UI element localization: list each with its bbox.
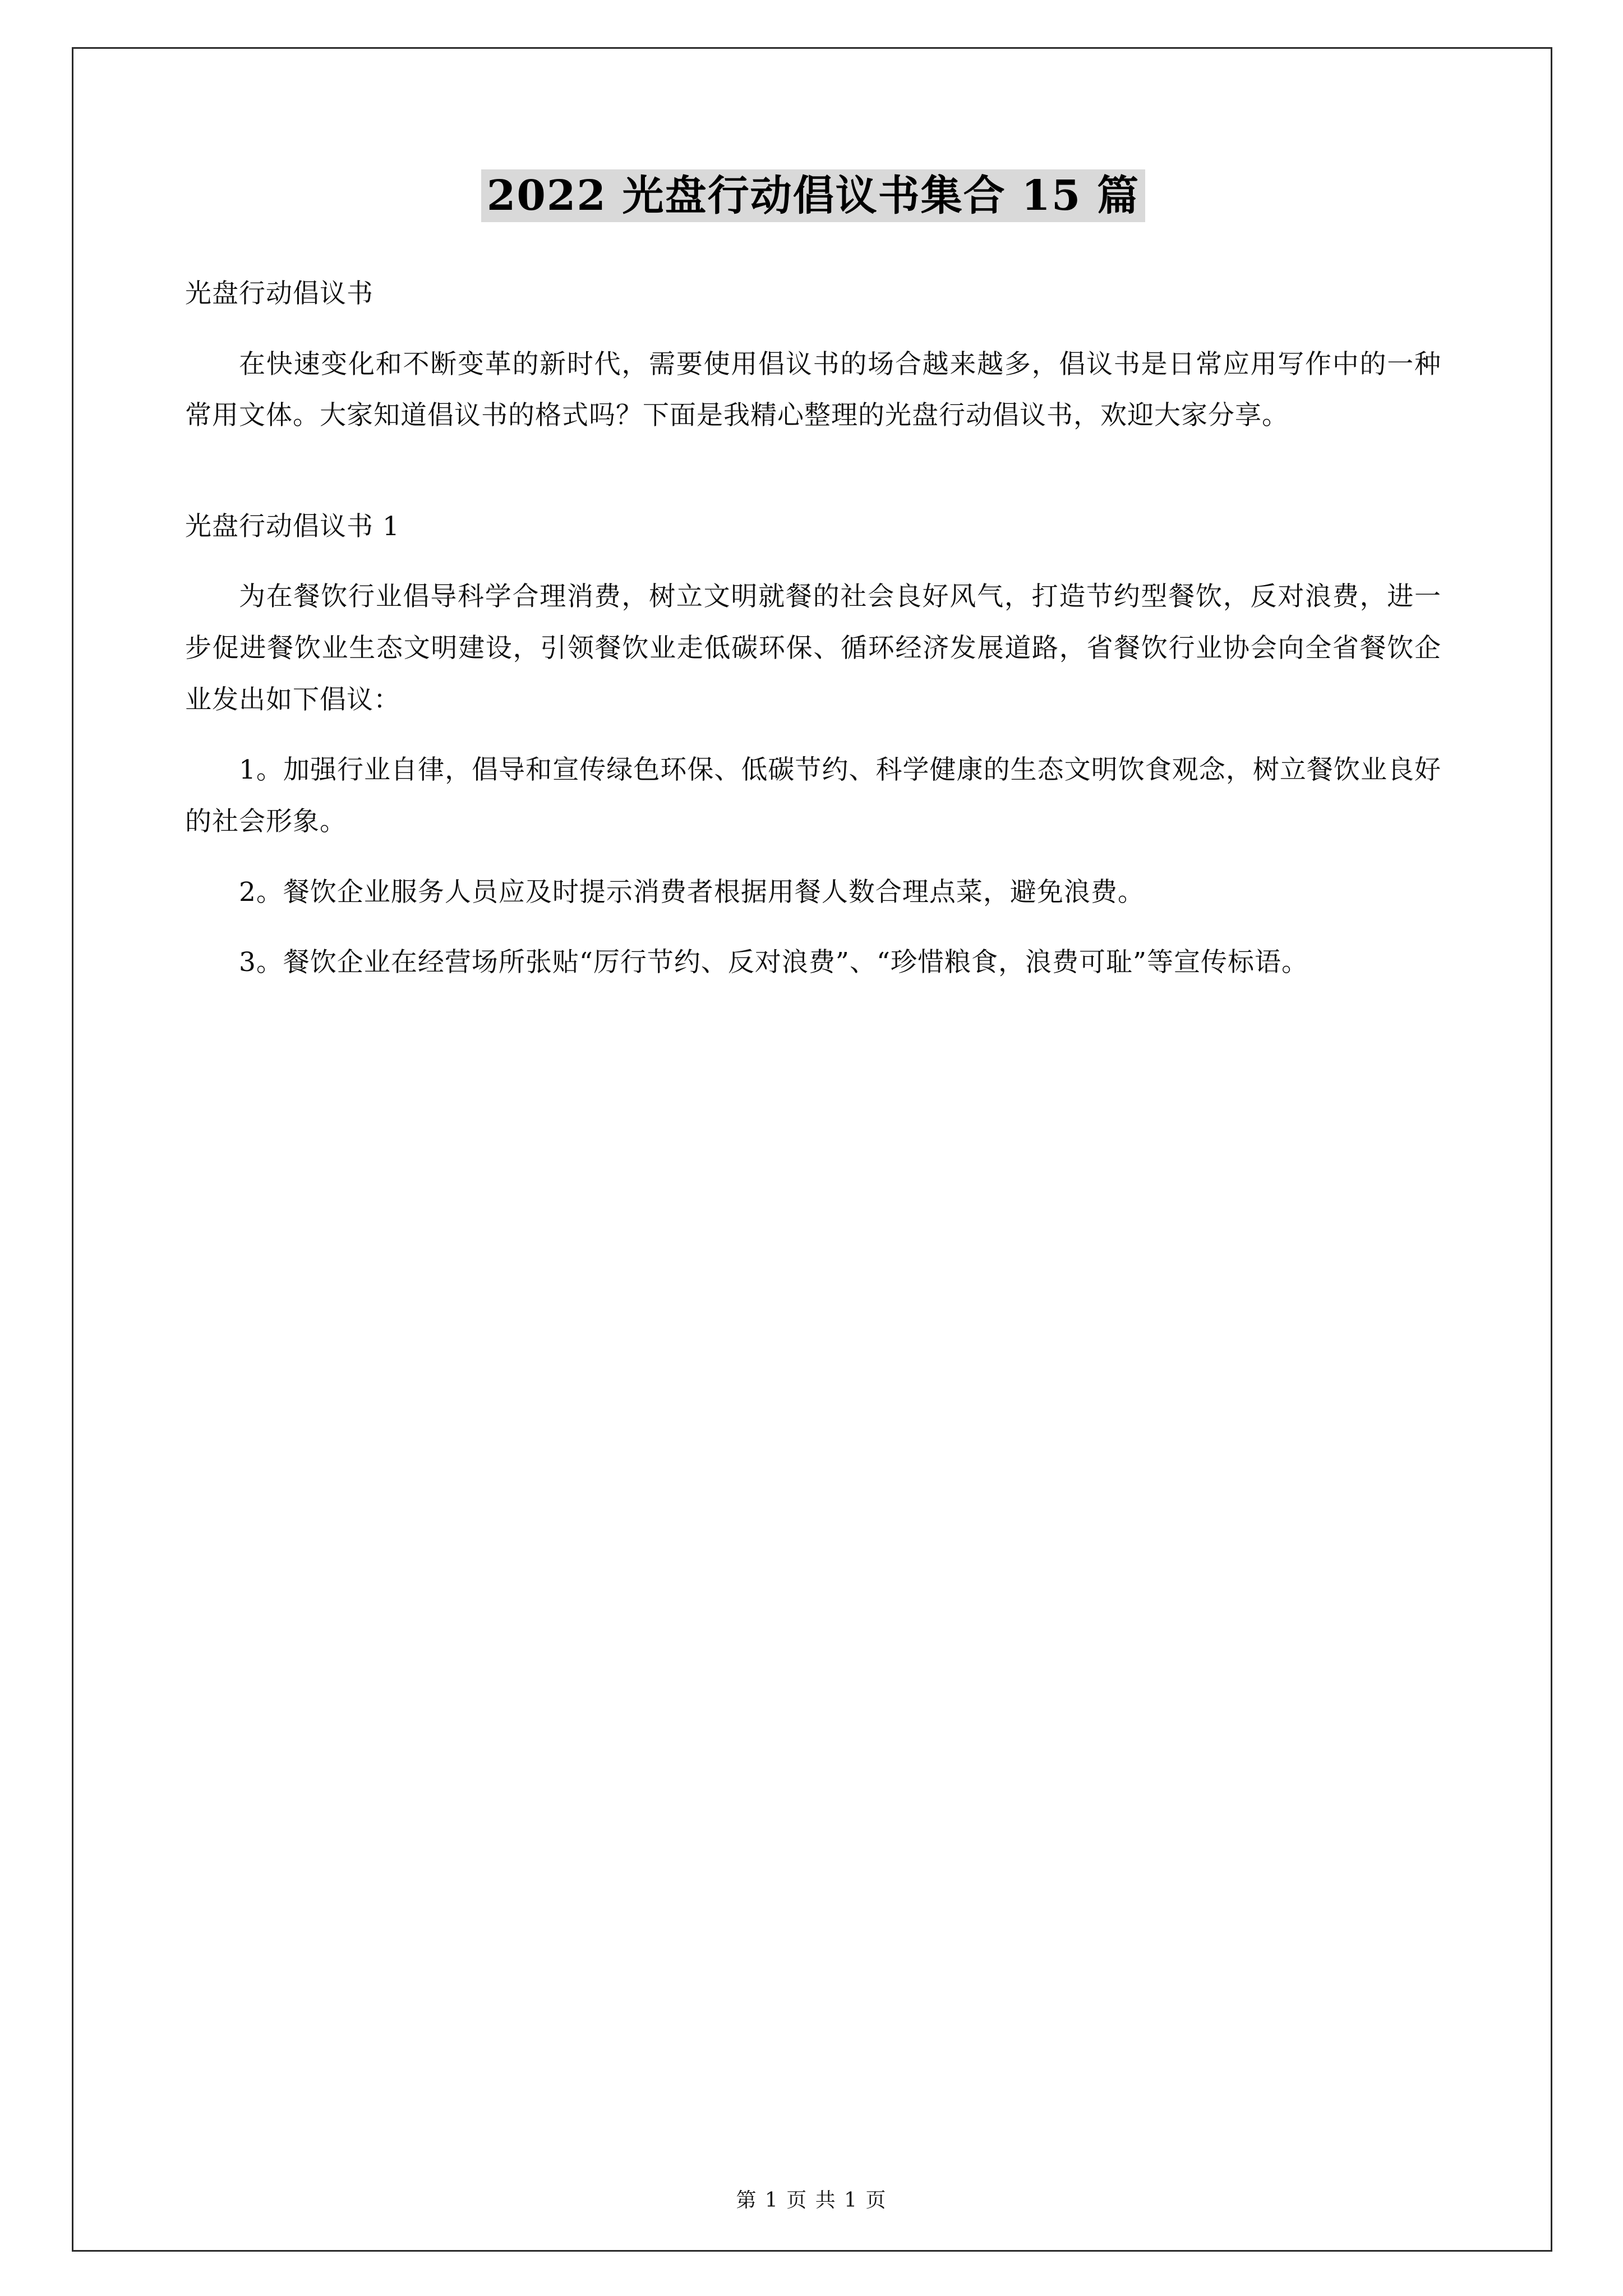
paragraph-item-3: 3。餐饮企业在经营场所张贴“厉行节约、反对浪费”、“珍惜粮食，浪费可耻”等宣传标语。 [239,947,1309,978]
paragraph-intro: 在快速变化和不断变革的新时代，需要使用倡议书的场合越来越多，倡议书是日常应用写作中的一种常用文体。大家知道倡议书的格式吗？下面是我精心整理的光盘行动倡议书，欢迎大家分享。 [185,348,1441,431]
document-content [185,168,1441,1007]
paragraph-spacer [185,461,1441,501]
paragraph-item-1: 1。加强行业自律，倡导和宣传绿色环保、低碳节约、科学健康的生态文明饮食观念，树立餐饮业良好的社会形象。 [185,754,1441,838]
paragraph-heading-section-1: 光盘行动倡议书 1 [185,510,400,542]
page-footer: 第 1 页 共 1 页 [736,2189,887,2212]
paragraph-heading-main: 光盘行动倡议书 [185,278,374,309]
paragraph-item-2: 2。餐饮企业服务人员应及时提示消费者根据用餐人数合理点菜，避免浪费。 [239,876,1145,908]
page-title-text: 2022 光盘行动倡议书集合 15 篇 [481,169,1145,222]
page-title [185,168,1441,224]
paragraph-section-1-body: 为在餐饮行业倡导科学合理消费，树立文明就餐的社会良好风气，打造节约型餐饮，反对浪费，进一步促进餐饮业生态文明建设，引领餐饮业走低碳环保、循环经济发展道路，省餐饮行业协会向全省餐饮企业发出如下倡议： [185,581,1441,715]
